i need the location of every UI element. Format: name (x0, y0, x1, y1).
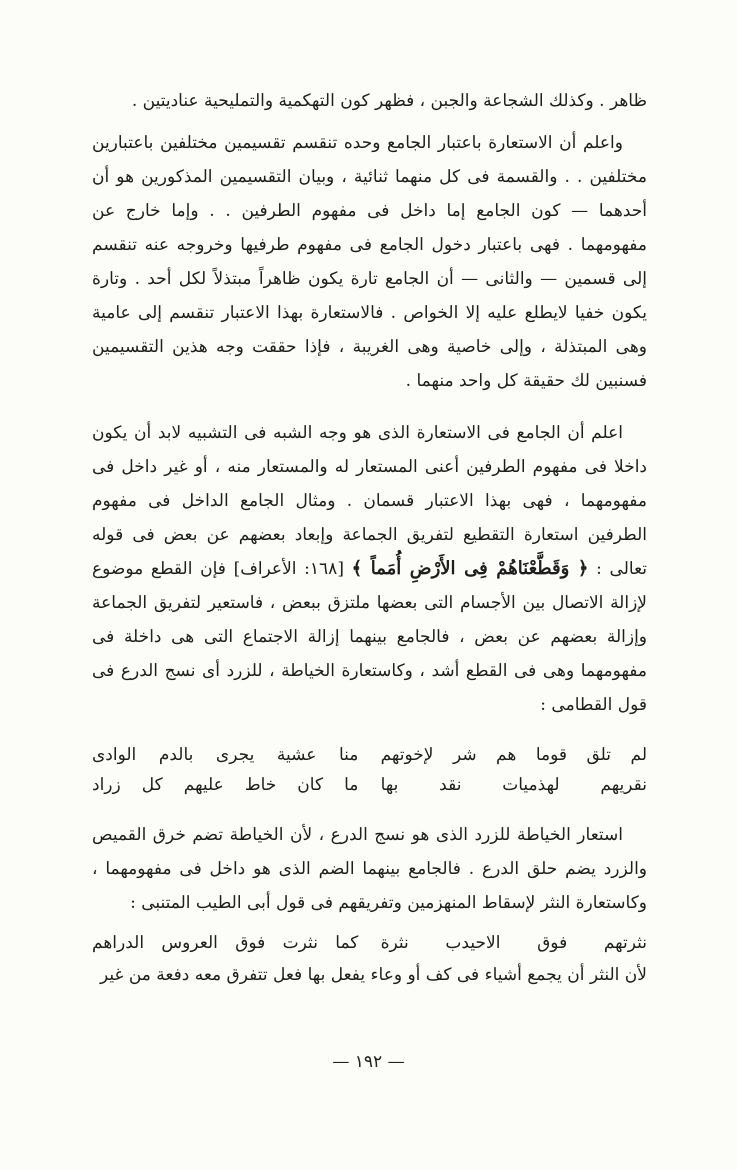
paragraph-text: [١٦٨: الأعراف] فإن القطع موضوع لإزالة الاتصال بين الأجسام التى بعضها ملتزق ببعض ، فاستعير لتفريق الجماعة وإزالة بعضهم عن بعض ، فالجامع بينهما إزالة الاجتماع التى هى داخلة فى مفهومهما وهى فى القطع أشد ، وكاستعارة الخياطة ، للزرد أى نسج الدرع فى قول القطامى : (92, 559, 647, 715)
paragraph-sewing-metaphor: استعار الخياطة للزرد الذى هو نسج الدرع ، لأن الخياطة تضم خرق القميص والزرد يضم حلق الدرع . فالجامع بينهما الضم الذى هو داخل فى مفهومهما ، وكاستعارة النثر لإسقاط المنهزمين وتفريقهم فى قول أبى الطيب المتنبى : (92, 825, 647, 913)
poem-verse (92, 740, 647, 770)
paragraph-scattering: لأن النثر أن يجمع أشياء فى كف أو وعاء يفعل بها فعل تتفرق معه دفعة من غير (100, 965, 647, 985)
hemistich-second: منا عشية يجرى بالدم الوادى (92, 745, 359, 765)
hemistich-first: نقريهم لهذميات نقد بها (380, 775, 647, 795)
paragraph-text: اعلم أن الجامع فى الاستعارة الذى هو وجه الشبه فى التشبيه لابد أن يكون داخلا فى مفهوم الطرفين أعنى المستعار له والمستعار منه ، أو غير داخل فى مفهومهما ، فهى بهذا الاعتبار قسمان . ومثال الجامع الداخل فى مفهوم الطرفين استعارة التقطيع لتفريق الجماعة وإبعاد بعضهم عن بعض فى قوله تعالى : (92, 423, 648, 579)
poem-verse (92, 928, 647, 958)
poem-verse (92, 770, 647, 800)
quran-verse: ﴿ وَقَطَّعْنَاهُمْ فِى الأَرْضِ أُمَماً ﴾ (351, 558, 589, 579)
page-body (92, 84, 647, 992)
hemistich-second: ما كان خاط عليهم كل زراد (92, 775, 359, 795)
paragraph-shared-trait (92, 416, 647, 722)
page-number: — ١٩٢ — (332, 1052, 405, 1072)
paragraph-metaphor-division: واعلم أن الاستعارة باعتبار الجامع وحده تنقسم تقسيمين مختلفين باعتبارين مختلفين . . والقسمة فى كل منهما ثنائية ، وبيان التقسيمين المذكورين هو أن أحدهما — كون الجامع إما داخل فى مفهوم الطرفين . . وإما خارج عن مفهومهما . فهى باعتبار دخول الجامع فى مفهوم طرفيها وخروجه عنه تنقسم إلى قسمين — والثانى — أن الجامع تارة يكون ظاهراً مبتذلاً لكل أحد . وتارة يكون خفيا لايطلع عليه إلا الخواص . فالاستعارة بهذا الاعتبار تنقسم إلى عامية وهى المبتذلة ، وإلى خاصية وهى الغريبة ، فإذا حققت وجه هذين التقسيمين فسنبين لك حقيقة كل واحد منهما . (92, 133, 647, 391)
hemistich-first: نثرتهم فوق الاحيدب نثرة (380, 933, 647, 953)
paragraph-continuation: ظاهر . وكذلك الشجاعة والجبن ، فظهر كون التهكمية والتمليحية عناديتين . (131, 91, 647, 111)
hemistich-second: كما نثرت فوق العروس الدراهم (92, 933, 359, 953)
hemistich-first: لم تلق قوما هم شر لإخوتهم (380, 745, 647, 765)
